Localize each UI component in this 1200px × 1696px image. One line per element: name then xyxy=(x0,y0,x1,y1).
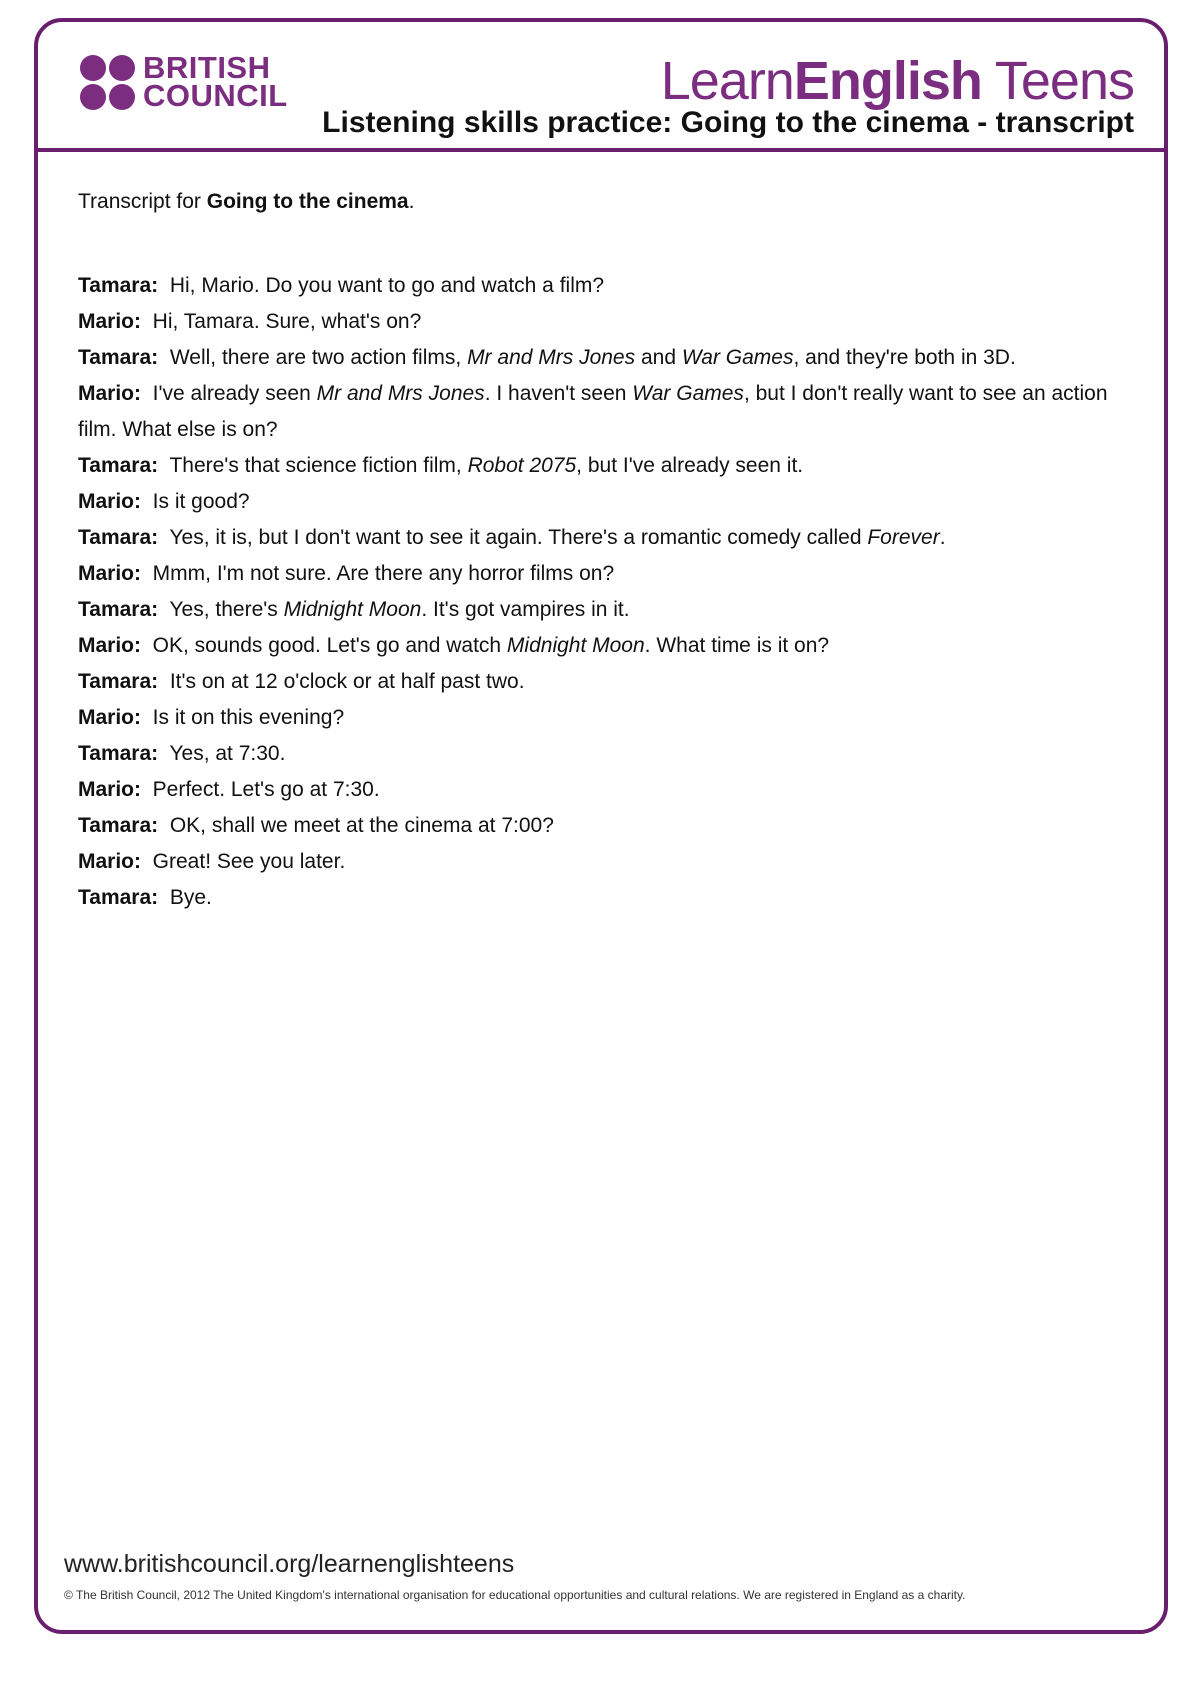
film-title: War Games xyxy=(681,346,794,369)
transcript-line xyxy=(78,880,1128,916)
transcript-intro: Transcript for Going to the cinema. xyxy=(78,190,415,213)
speaker-label: Mario: xyxy=(78,778,141,801)
transcript-line xyxy=(78,340,1128,376)
transcript-line xyxy=(78,664,1128,700)
footer-url: www.britishcouncil.org/learnenglishteens xyxy=(64,1550,515,1578)
transcript-line xyxy=(78,628,1128,664)
dialogue-text: OK, sounds good. Let's go and watch xyxy=(152,634,507,657)
dialogue-text: I've already seen xyxy=(152,382,317,405)
learnenglish-teens-logo: LearnEnglish Teens xyxy=(660,51,1134,111)
film-title: Forever xyxy=(867,526,940,549)
dialogue-text: . What time is it on? xyxy=(644,634,830,657)
british-council-wordmark: BRITISH COUNCIL xyxy=(143,50,288,113)
transcript-line xyxy=(78,592,1128,628)
dialogue-text: It's on at 12 o'clock or at half past two. xyxy=(169,670,525,693)
transcript-line xyxy=(78,376,1128,448)
dialogue-text: There's that science fiction film, xyxy=(169,454,468,477)
dialogue-text: . I haven't seen xyxy=(484,382,633,405)
speaker-label: Tamara: xyxy=(78,742,159,765)
transcript-line xyxy=(78,448,1128,484)
dialogue-text: Hi, Mario. Do you want to go and watch a film? xyxy=(169,274,605,297)
speaker-label: Tamara: xyxy=(78,886,159,909)
speaker-label: Mario: xyxy=(78,634,141,657)
dialogue-text: Well, there are two action films, xyxy=(169,346,468,369)
speaker-label: Tamara: xyxy=(78,670,159,693)
dialogue-text: Bye. xyxy=(169,886,212,909)
speaker-label: Mario: xyxy=(78,490,141,513)
transcript-body xyxy=(78,184,1128,916)
film-title: Midnight Moon xyxy=(506,634,645,657)
transcript-line xyxy=(78,484,1128,520)
dialogue-text: and xyxy=(635,346,682,369)
dialogue-text: Yes, at 7:30. xyxy=(169,742,286,765)
dialogue-text: , but I've already seen it. xyxy=(576,454,804,477)
dialogue-text: , and they're both in 3D. xyxy=(793,346,1016,369)
dialogue-text: OK, shall we meet at the cinema at 7:00? xyxy=(169,814,554,837)
speaker-label: Mario: xyxy=(78,706,141,729)
british-council-logo xyxy=(80,50,288,113)
speaker-label: Tamara: xyxy=(78,274,159,297)
header-divider xyxy=(36,148,1166,152)
film-title: Midnight Moon xyxy=(283,598,422,621)
speaker-label: Mario: xyxy=(78,850,141,873)
speaker-label: Mario: xyxy=(78,382,141,405)
transcript-line xyxy=(78,304,1128,340)
transcript-line xyxy=(78,700,1128,736)
speaker-label: Tamara: xyxy=(78,814,159,837)
speaker-label: Mario: xyxy=(78,310,141,333)
speaker-label: Tamara: xyxy=(78,346,159,369)
transcript-line xyxy=(78,268,1128,304)
film-title: Mr and Mrs Jones xyxy=(467,346,636,369)
dialogue-text: Is it good? xyxy=(152,490,250,513)
speaker-label: Tamara: xyxy=(78,598,159,621)
film-title: War Games xyxy=(632,382,744,405)
transcript-line xyxy=(78,736,1128,772)
dialogue-text: Perfect. Let's go at 7:30. xyxy=(152,778,380,801)
dialogue-text: Mmm, I'm not sure. Are there any horror films on? xyxy=(152,562,615,585)
page-title: Listening skills practice: Going to the cinema - transcript xyxy=(322,106,1134,139)
footer-copyright: © The British Council, 2012 The United Kingdom's international organisation for educational opportunities and cultural relations. We are registered in England as a charity. xyxy=(64,1588,966,1602)
film-title: Mr and Mrs Jones xyxy=(316,382,485,405)
speaker-label: Tamara: xyxy=(78,526,159,549)
british-council-dots-icon xyxy=(80,55,135,110)
dialogue-text: Great! See you later. xyxy=(152,850,346,873)
dialogue-text: Is it on this evening? xyxy=(152,706,345,729)
dialogue-text: Yes, it is, but I don't want to see it again. There's a romantic comedy called xyxy=(169,526,868,549)
dialogue-text: , but I don't really want to see an action film. What else is on? xyxy=(78,382,1108,441)
transcript-line xyxy=(78,772,1128,808)
dialogue-text: Hi, Tamara. Sure, what's on? xyxy=(152,310,422,333)
transcript-line xyxy=(78,808,1128,844)
speaker-label: Tamara: xyxy=(78,454,159,477)
transcript-line xyxy=(78,556,1128,592)
transcript-line xyxy=(78,520,1128,556)
speaker-label: Mario: xyxy=(78,562,141,585)
dialogue-text: . xyxy=(939,526,946,549)
dialogue-text: Yes, there's xyxy=(169,598,284,621)
transcript-line xyxy=(78,844,1128,880)
transcript-topic: Going to the cinema xyxy=(206,190,409,213)
transcript-lines xyxy=(78,268,1128,916)
dialogue-text: . It's got vampires in it. xyxy=(421,598,630,621)
film-title: Robot 2075 xyxy=(467,454,577,477)
